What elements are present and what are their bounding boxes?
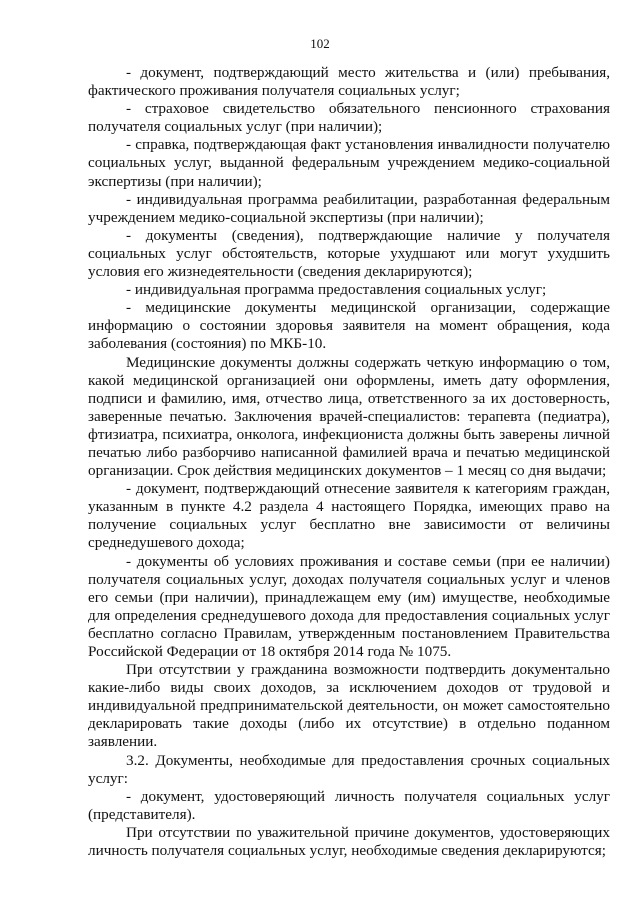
paragraph-identity-document: - документ, удостоверяющий личность получателя социальных услуг (представителя). — [88, 787, 610, 823]
document-body — [88, 64, 610, 860]
paragraph-missing-identity: При отсутствии по уважительной причине документов, удостоверяющих личность получателя социальных услуг, необходимые сведения декларируются; — [88, 823, 610, 860]
paragraph-section-3-2: 3.2. Документы, необходимые для предоставления срочных социальных услуг: — [88, 751, 610, 787]
paragraph-category-document: - документ, подтверждающий отнесение заявителя к категориям граждан, указанным в пункте 4.2 раздела 4 настоящего Порядка, имеющих право на получение социальных услуг бесплатно вне зависимости от величины среднедушевого дохода; — [88, 480, 610, 552]
paragraph-pension-certificate: - страховое свидетельство обязательного пенсионного страхования получателя социальных услуг (при наличии); — [88, 100, 610, 136]
paragraph-residence-document: - документ, подтверждающий место жительства и (или) пребывания, фактического проживания получателя социальных услуг; — [88, 64, 610, 100]
paragraph-medical-documents: - медицинские документы медицинской организации, содержащие информацию о состоянии здоровья заявителя на момент обращения, кода заболевания (состояния) по МКБ-10. — [88, 299, 610, 353]
paragraph-income-declaration: При отсутствии у гражданина возможности подтвердить документально какие-либо виды своих доходов, за исключением доходов от трудовой и индивидуальной предпринимательской деятельности, он может самостоятельно декларировать такие доходы (либо их отсутствие) в отдельно поданном заявлении. — [88, 661, 610, 751]
paragraph-circumstances-documents: - документы (сведения), подтверждающие наличие у получателя социальных услуг обстоятельств, которые ухудшают или могут ухудшить условия его жизнедеятельности (сведения декларируются); — [88, 226, 610, 281]
paragraph-disability-certificate: - справка, подтверждающая факт установления инвалидности получателю социальных услуг, выданной федеральным учреждением медико-социальной экспертизы (при наличии); — [88, 136, 610, 190]
paragraph-individual-program: - индивидуальная программа предоставления социальных услуг; — [126, 281, 547, 299]
paragraph-living-conditions: - документы об условиях проживания и составе семьи (при ее наличии) получателя социальных услуг, доходах получателя социальных услуг и членов его семьи (при наличии), принадлежащем ему (им) имуществе, необходимые для определения среднедушевого дохода для предоставления социальных услуг бесплатно согласно Правилам, утвержденным постановлением Правительства Российской Федерации от 18 октября 2014 года № 1075. — [88, 552, 610, 660]
page-number: 102 — [310, 36, 330, 51]
paragraph-rehabilitation-program: - индивидуальная программа реабилитации, разработанная федеральным учреждением медико-социальной экспертизы (при наличии); — [88, 190, 610, 226]
paragraph-medical-requirements: Медицинские документы должны содержать четкую информацию о том, какой медицинской организацией они оформлены, иметь дату оформления, подписи и фамилию, имя, отчество лица, ответственного за их достоверность, заверенные печатью. Заключения врачей-специалистов: терапевта (педиатра), фтизиатра, психиатра, онколога, инфекциониста должны быть заверены личной печатью либо разборчиво написанной фамилией врача и печатью медицинской организации. Срок действия медицинских документов – 1 месяц со дня выдачи; — [88, 353, 610, 480]
